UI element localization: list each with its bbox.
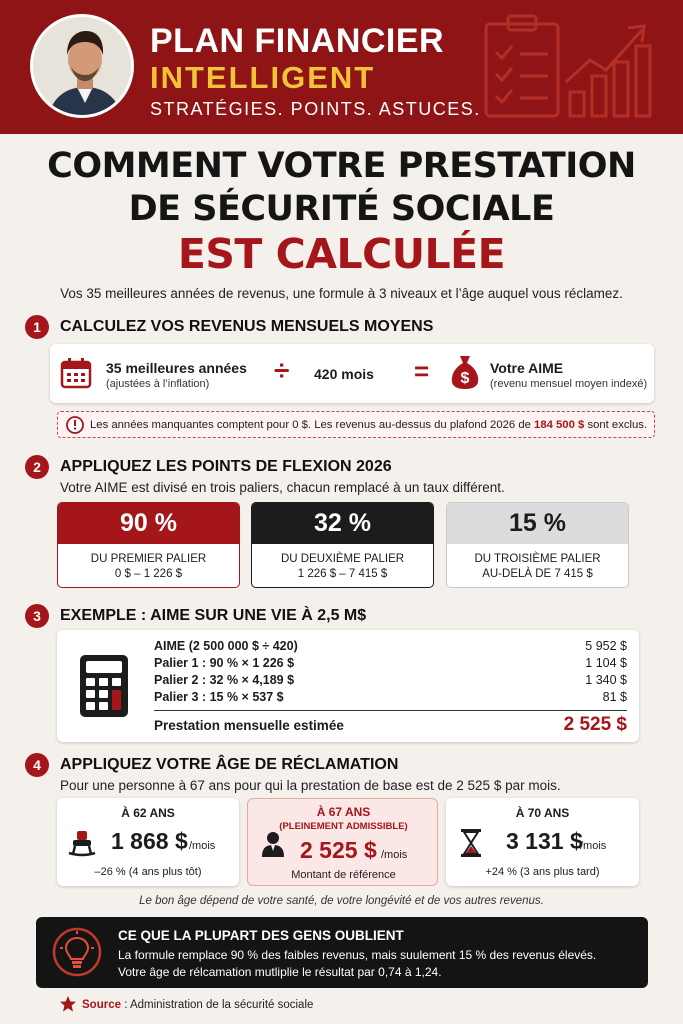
step4-title: APPLIQUEZ VOTRE ÂGE DE RÉCLAMATION <box>60 756 399 773</box>
brand-title-line2: INTELLIGENT <box>150 60 376 95</box>
example-row-2-label: Palier 1 : 90 % × 1 226 $ <box>154 656 295 670</box>
brand-tagline: STRATÉGIES. POINTS. ASTUCES. <box>150 99 481 119</box>
svg-text:$: $ <box>460 370 470 387</box>
age-footnote: Le bon âge dépend de votre santé, de votre longévité et de vos autres revenus. <box>139 895 544 907</box>
age-card-70 <box>446 798 639 886</box>
age-62-label: À 62 ANS <box>121 806 175 820</box>
tier-2-label: DU DEUXIÈME PALIER <box>280 553 405 565</box>
best-years-sub: (ajustées à l’inflation) <box>106 378 210 390</box>
page-title-line3: EST CALCULÉE <box>177 230 506 278</box>
header-banner <box>0 0 683 134</box>
divide-sign: ÷ <box>274 355 290 386</box>
age-card-62 <box>57 798 239 886</box>
source-label: Source <box>82 999 121 1011</box>
source-line <box>82 999 313 1011</box>
tier-card-2 <box>251 502 434 588</box>
example-card <box>57 630 639 742</box>
age-70-amount: 3 131 $ <box>506 828 583 854</box>
step3-title: EXEMPLE : AIME SUR UNE VIE À 2,5 M$ <box>60 607 367 624</box>
person-icon <box>260 831 286 857</box>
page-title-line2: DE SÉCURITÉ SOCIALE <box>128 189 555 229</box>
tier-3-percent: 15 % <box>447 503 628 544</box>
step1-title: CALCULEZ VOS REVENUS MENSUELS MOYENS <box>60 318 434 335</box>
age-card-67 <box>247 798 438 886</box>
source-text: : Administration de la sécurité sociale <box>124 999 314 1011</box>
total-label: Prestation mensuelle estimée <box>154 718 344 733</box>
tier-1-label: DU PREMIER PALIER <box>90 553 207 565</box>
step4-subtitle: Pour une personne à 67 ans pour qui la prestation de base est de 2 525 $ par mois. <box>60 778 561 793</box>
brand-title-line1: PLAN FINANCIER <box>150 22 445 60</box>
checklist-growth-chart-icon <box>478 12 658 124</box>
age-62-amount: 1 868 $ <box>111 828 188 854</box>
tier-card-3 <box>446 502 629 588</box>
age-67-note: Montant de référence <box>291 869 396 881</box>
step2-number-badge: 2 <box>25 455 49 479</box>
aime-label: Votre AIME <box>490 360 564 376</box>
calculator-icon <box>79 654 129 718</box>
step3-number-badge: 3 <box>25 604 49 628</box>
age-67-label: À 67 ANS <box>316 805 371 819</box>
tier-2-range: 1 226 $ – 7 415 $ <box>297 568 388 580</box>
total-divider <box>154 710 627 711</box>
step1-number-badge: 1 <box>25 315 49 339</box>
step2-subtitle: Votre AIME est divisé en trois paliers, chacun remplacé à un taux différent. <box>60 480 505 495</box>
lightbulb-icon <box>52 927 102 977</box>
age-70-unit: /mois <box>580 840 607 852</box>
person-portrait-icon <box>33 17 134 118</box>
aime-sub: (revenu mensuel moyen indexé) <box>490 378 648 390</box>
calendar-icon <box>60 357 92 389</box>
example-row-4-label: Palier 3 : 15 % × 537 $ <box>154 690 284 704</box>
hourglass-icon <box>460 828 482 858</box>
tier-card-1 <box>57 502 240 588</box>
intro-text: Vos 35 meilleures années de revenus, une formule à 3 niveaux et l’âge auquel vous réclamez. <box>60 286 623 301</box>
age-67-amount: 2 525 $ <box>300 837 377 863</box>
age-67-unit: /mois <box>381 849 408 861</box>
tier-1-range: 0 $ – 1 226 $ <box>114 568 183 580</box>
example-row-4-value: 81 $ <box>602 690 627 704</box>
example-row-3-label: Palier 2 : 32 % × 4,189 $ <box>154 673 295 687</box>
warning-text <box>90 419 647 431</box>
age-70-label: À 70 ANS <box>515 806 570 820</box>
rocking-chair-icon <box>67 829 97 857</box>
example-row-1-label: AIME (2 500 000 $ ÷ 420) <box>154 639 298 653</box>
age-70-note: +24 % (3 ans plus tard) <box>485 866 600 878</box>
star-icon <box>59 995 77 1013</box>
step2-title: APPLIQUEZ LES POINTS DE FLEXION 2026 <box>60 458 392 475</box>
total-value: 2 525 $ <box>563 714 627 735</box>
formula-card <box>50 344 654 403</box>
warning-banner <box>57 411 655 438</box>
equals-sign: = <box>414 356 430 386</box>
age-67-badge: (PLEINEMENT ADMISSIBLE) <box>279 821 408 832</box>
page-title-line1: COMMENT VOTRE PRESTATION <box>47 146 636 186</box>
tier-1-percent: 90 % <box>58 503 239 544</box>
tip-title: CE QUE LA PLUPART DES GENS OUBLIENT <box>118 928 404 943</box>
tier-2-percent: 32 % <box>252 503 433 544</box>
months-label: 420 mois <box>314 366 374 382</box>
tip-box <box>36 917 648 988</box>
avatar <box>30 14 134 118</box>
warning-prefix: Les années manquantes comptent pour 0 $. Les revenus au-dessus du plafond 2026 de <box>90 419 531 431</box>
age-62-unit: /mois <box>189 840 216 852</box>
best-years-label: 35 meilleures années <box>106 360 247 376</box>
tip-line-2: Votre âge de rélcamation mutliplie le résultat par 0,74 à 1,24. <box>118 965 442 979</box>
warning-suffix: sont exclus. <box>587 419 648 431</box>
example-row-2-value: 1 104 $ <box>585 656 627 670</box>
step4-number-badge: 4 <box>25 753 49 777</box>
tier-3-label: DU TROISIÈME PALIER <box>474 553 601 565</box>
example-row-3-value: 1 340 $ <box>585 673 627 687</box>
cap-amount: 184 500 $ <box>534 419 585 431</box>
money-bag-icon <box>450 354 480 390</box>
age-62-note: –26 % (4 ans plus tôt) <box>94 866 202 878</box>
example-row-1-value: 5 952 $ <box>585 639 627 653</box>
tip-line-1: La formule remplace 90 % des faibles revenus, mais suulement 15 % des revenus élevés. <box>118 948 597 962</box>
warning-icon <box>66 416 84 434</box>
tier-3-range: AU-DELÀ DE 7 415 $ <box>482 568 593 580</box>
